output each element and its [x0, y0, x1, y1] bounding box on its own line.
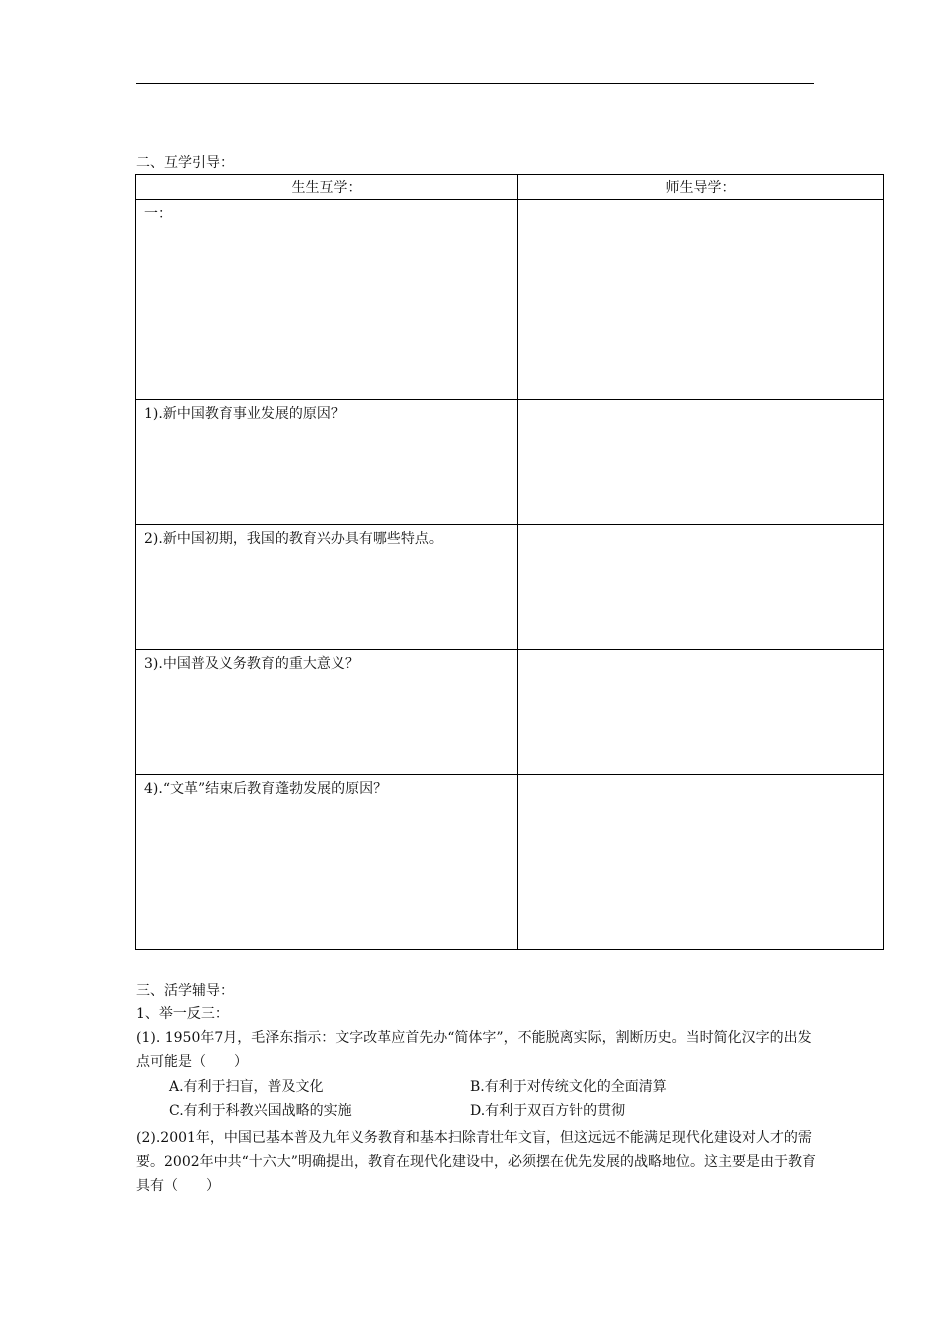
question-text: 一：: [144, 206, 172, 222]
table-header-row: [136, 175, 884, 200]
answer-cell: [518, 775, 884, 950]
answer-cell: [518, 525, 884, 650]
question-cell: [136, 400, 518, 525]
column-header-right: 师生导学：: [518, 175, 884, 200]
answer-cell: [518, 400, 884, 525]
header-rule: [136, 83, 814, 84]
question-cell: [136, 200, 518, 400]
section2-title: 二、互学引导：: [136, 155, 234, 171]
table-row: [136, 775, 884, 950]
question-2-stem: (2).2001年，中国已基本普及九年义务教育和基本扫除青壮年文盲，但这远远不能满足现代化建设对人才的需要。2002年中共“十六大”明确提出，教育在现代化建设中，必须摆在优先发展的战略地位。这主要是由于教育具有（ ）: [136, 1130, 816, 1194]
table-row: [136, 200, 884, 400]
section3-title: 三、活学辅导：: [136, 983, 234, 999]
question-text: 2).新中国初期，我国的教育兴办具有哪些特点。: [144, 531, 443, 547]
interaction-table: [135, 174, 884, 950]
question-text: 1).新中国教育事业发展的原因？: [144, 406, 345, 422]
table-row: [136, 400, 884, 525]
question-cell: [136, 650, 518, 775]
option-b: B.有利于对传统文化的全面清算: [470, 1079, 667, 1095]
question-cell: [136, 525, 518, 650]
table-row: [136, 525, 884, 650]
question-1-stem: (1). 1950年7月，毛泽东指示：文字改革应首先办“简体字”，不能脱离实际，割断历史。当时简化汉字的出发点可能是（ ）: [136, 1030, 812, 1070]
section3-subtitle: 1、举一反三：: [136, 1006, 229, 1022]
question-cell: [136, 775, 518, 950]
option-a: A.有利于扫盲，普及文化: [169, 1079, 324, 1095]
table-row: [136, 650, 884, 775]
option-c: C.有利于科教兴国战略的实施: [169, 1103, 352, 1119]
column-header-left: 生生互学：: [136, 175, 518, 200]
answer-cell: [518, 650, 884, 775]
question-text: 4).“文革”结束后教育蓬勃发展的原因？: [144, 781, 388, 797]
option-d: D.有利于双百方针的贯彻: [470, 1103, 626, 1119]
answer-cell: [518, 200, 884, 400]
question-text: 3).中国普及义务教育的重大意义？: [144, 656, 359, 672]
